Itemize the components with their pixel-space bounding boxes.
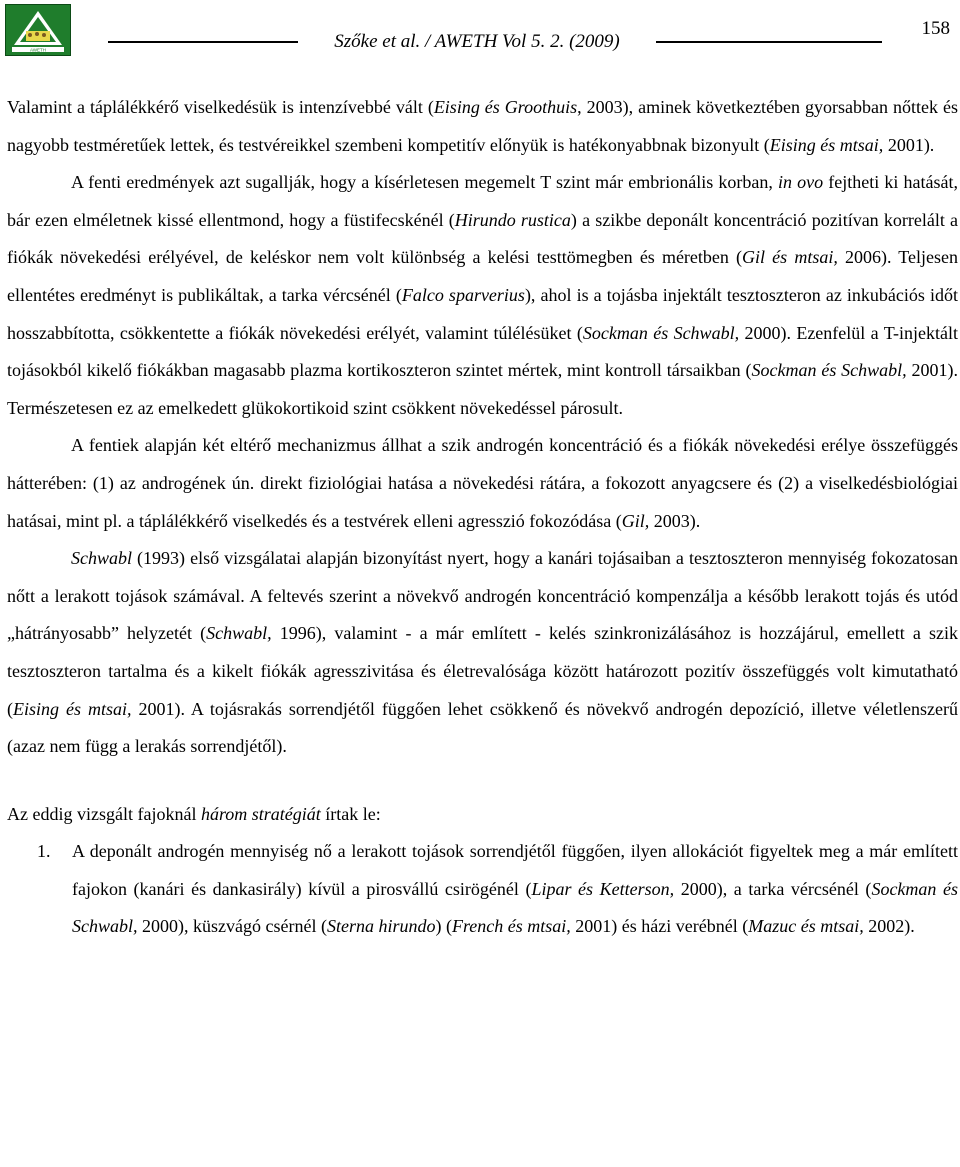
- header-rule-left: [108, 41, 298, 43]
- italic-run: Eising és mtsai,: [13, 698, 132, 719]
- article-body: [7, 89, 958, 946]
- italic-run: Gil,: [621, 510, 650, 531]
- text-run: 2000), a tarka vércsénél (: [674, 878, 872, 899]
- paragraph: [7, 89, 958, 164]
- italic-run: in ovo: [778, 172, 824, 193]
- text-run: 2001). Természetesen ez az emelkedett glükokortikoid szint csökkent növekedéssel párosult.: [7, 360, 959, 418]
- text-run: 2001). A tojásrakás sorrendjétől függően lehet csökkenő és növekvő androgén depozíció, illetve véletlenszerű (azaz nem függ a lerakás sorrendjétől).: [7, 698, 958, 757]
- text-run: írtak le:: [320, 803, 381, 824]
- text-run: ) (: [435, 916, 452, 937]
- page-header: [0, 0, 960, 60]
- italic-run: Mazuc és mtsai,: [748, 916, 864, 937]
- text-run: ), ahol is a tojásba injektált tesztoszteron az inkubációs időt hosszabbította, csökkentette a fiókák növekedési erélyét, valamint túlélésüket (: [7, 284, 958, 343]
- text-run: A fenti eredmények azt sugallják, hogy a kísérletesen megemelt T szint már embrionális korban,: [71, 172, 779, 193]
- italic-run: Eising és Groothuis: [433, 97, 578, 117]
- italic-run: Lipar és Ketterson,: [531, 878, 675, 899]
- list-item: [7, 833, 958, 946]
- italic-run: Sterna hirundo: [326, 916, 436, 937]
- text-run: (1993) első vizsgálatai alapján bizonyítást nyert, hogy a kanári tojásaiban a tesztoszteron mennyiség fokozatosan nőtt a lerakott tojások számával. A feltevés szerint a növekvő androgén koncentráció kompenzálja a később lerakott tojás és utód „hátrányosabb” helyzetét (: [7, 548, 958, 644]
- text-run: A fentiek alapján két eltérő mechanizmus állhat a szik androgén koncentráció és a fiókák növekedési erélye összefüggés hátterében: (1) az androgének ún. direkt fiziológiai hatása a növekedési rátára, a fokozott anyagcsere és (2) a viselkedésbiológiai hatásai, mint pl. a táplálékkérő viselkedés és a testvérek elleni agresszió fokozódása (: [7, 435, 958, 531]
- text-run: Valamint a táplálékkérő viselkedésük is intenzívebbé vált (: [7, 97, 434, 117]
- page-number: 158: [921, 18, 950, 39]
- italic-run: Sockman és Schwabl,: [751, 360, 907, 381]
- text-run: A deponált androgén mennyiség nő a lerakott tojások sorrendjétől függően, ilyen allokációt figyeltek meg a már említett fajokon (kanári és dankasirály) kívül a pirosvállú csirögénél (: [72, 841, 958, 899]
- italic-run: Gil és mtsai,: [742, 247, 838, 268]
- list-number: 1.: [37, 841, 51, 862]
- paragraph: [7, 796, 958, 834]
- text-run: 2006). Teljesen ellentétes eredményt is publikáltak, a tarka vércsénél (: [7, 247, 958, 305]
- text-run: fejtheti ki hatását, bár ezen elméletnek kissé ellentmond, hogy a füstifecskénél (: [7, 172, 958, 230]
- text-run: 2001) és házi verébnél (: [570, 916, 749, 937]
- italic-run: Hirundo rustica: [454, 209, 571, 230]
- paragraph: [7, 540, 958, 766]
- text-run: 2000). Ezenfelül a T-injektált tojásokból kikelő fiókákban magasabb plazma kortikoszteron szintet mértek, mint kontroll társaikban (: [7, 322, 959, 381]
- text-run: 2000), küszvágó csérnél (: [137, 916, 327, 937]
- text-run: 2002).: [863, 916, 915, 937]
- journal-logo: [5, 4, 71, 56]
- text-run: 2003).: [649, 510, 701, 531]
- running-head: Szőke et al. / AWETH Vol 5. 2. (2009): [334, 31, 620, 52]
- text-run: , 2003), aminek következtében gyorsabban nőttek és nagyobb testméretűek lettek, és testvéreikkel szembeni kompetitív előnyük is hatékonyabbnak bizonyult (: [7, 97, 958, 155]
- header-rule-right: [656, 41, 882, 43]
- italic-run: Sockman és Schwabl,: [72, 878, 958, 937]
- italic-run: Sockman és Schwabl,: [582, 322, 740, 343]
- text-run: 2001).: [883, 134, 935, 155]
- text-run: 1996), valamint - a már említett - kelés szinkronizálásához is hozzájárul, emellett a szik tesztoszteron tartalma és a kikelt fiókák agresszivitása és életrevalósága között határozott pozitív összefüggés volt kimutatható (: [7, 623, 959, 719]
- italic-run: Falco sparverius: [401, 284, 525, 305]
- italic-run: három stratégiát: [200, 803, 321, 824]
- italic-run: Schwabl: [71, 548, 132, 569]
- italic-run: Eising és mtsai,: [769, 134, 884, 155]
- text-run: ) a szikbe deponált koncentráció pozitívan korrelált a fiókák növekedési erélyével, de keléskor nem volt különbség a kelési testtömegben és méretben (: [7, 209, 958, 268]
- paragraph: [7, 427, 958, 540]
- italic-run: Schwabl,: [206, 623, 272, 644]
- text-run: Az eddig vizsgált fajoknál: [7, 803, 201, 824]
- logo-text: AWETH: [29, 47, 47, 53]
- strategy-list: [7, 833, 958, 946]
- italic-run: French és mtsai,: [451, 916, 571, 937]
- paragraph: [7, 164, 958, 427]
- list-item-text: [72, 841, 958, 936]
